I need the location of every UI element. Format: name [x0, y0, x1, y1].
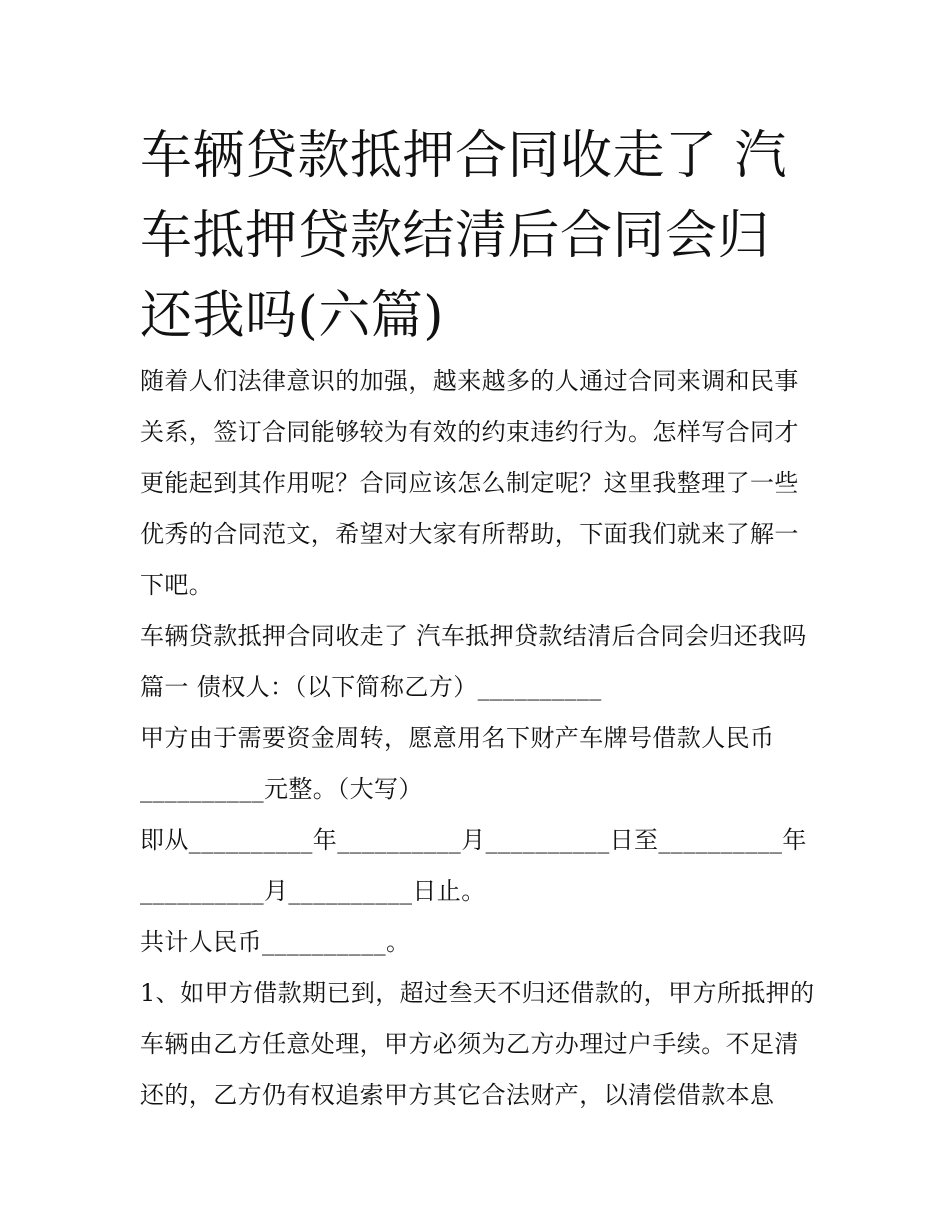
document-body — [140, 356, 816, 1121]
section-heading-paragraph: 车辆贷款抵押合同收走了 汽车抵押贷款结清后合同会归还我吗篇一 债权人：（以下简称乙方）__________ — [140, 622, 807, 701]
loan-amount-paragraph: 甲方由于需要资金周转，愿意用名下财产车牌号借款人民币__________元整。（大写） — [140, 724, 775, 803]
loan-period-paragraph: 即从__________年__________月__________日至__________年__________月__________日止。 — [140, 826, 807, 905]
clause-1-paragraph: 1、如甲方借款期已到，超过叁天不归还借款的，甲方所抵押的车辆由乙方任意处理，甲方必须为乙方办理过户手续。不足清还的，乙方仍有权追索甲方其它合法财产，以清偿借款本息 — [140, 979, 815, 1109]
document-title: 车辆贷款抵押合同收走了 汽车抵押贷款结清后合同会归还我吗(六篇) — [140, 126, 788, 346]
total-amount-paragraph: 共计人民币__________。 — [140, 928, 411, 956]
intro-paragraph: 随着人们法律意识的加强，越来越多的人通过合同来调和民事关系，签订合同能够较为有效的约束违约行为。怎样写合同才更能起到其作用呢？合同应该怎么制定呢？这里我整理了一些优秀的合同范文，希望对大家有所帮助，下面我们就来了解一下吧。 — [140, 367, 799, 599]
